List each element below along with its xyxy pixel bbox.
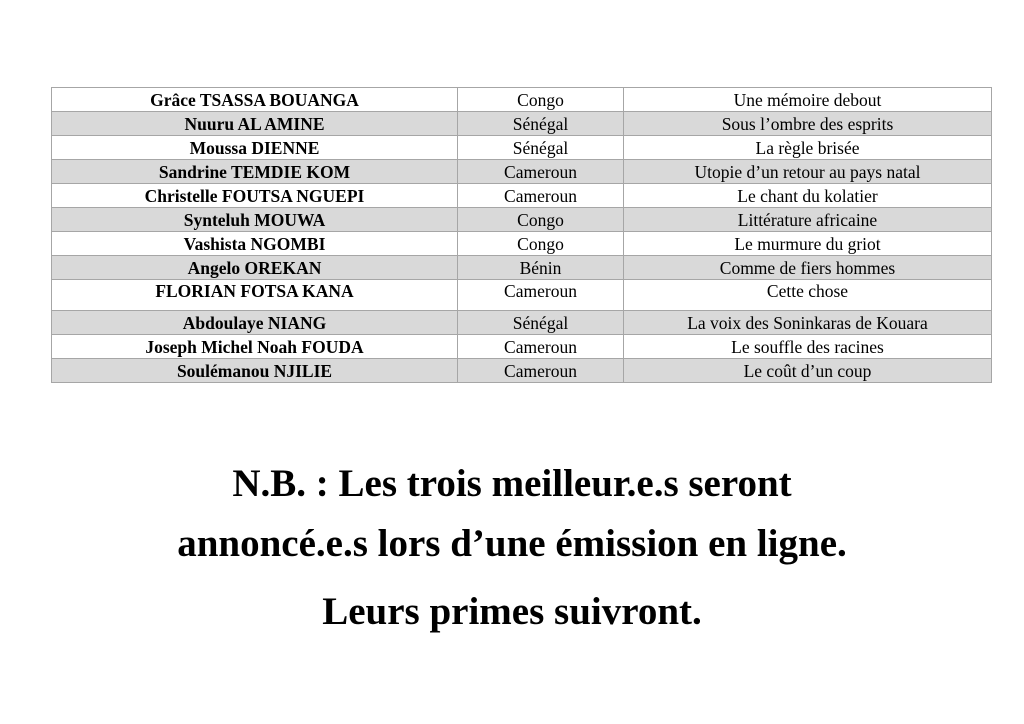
country-cell: Bénin <box>458 256 624 280</box>
author-name-cell: Vashista NGOMBI <box>52 232 458 256</box>
country-cell: Sénégal <box>458 136 624 160</box>
work-title-cell: Une mémoire debout <box>624 88 992 112</box>
table-row <box>52 208 992 232</box>
work-title-cell: Sous l’ombre des esprits <box>624 112 992 136</box>
country-cell: Congo <box>458 208 624 232</box>
country-cell: Congo <box>458 232 624 256</box>
work-title-cell: La règle brisée <box>624 136 992 160</box>
country-cell: Congo <box>458 88 624 112</box>
table-row <box>52 112 992 136</box>
work-title-cell: Le souffle des racines <box>624 335 992 359</box>
country-cell: Cameroun <box>458 160 624 184</box>
table-row <box>52 160 992 184</box>
results-table-body <box>52 88 992 383</box>
table-row <box>52 136 992 160</box>
author-name-cell: Nuuru AL AMINE <box>52 112 458 136</box>
author-name-cell: Abdoulaye NIANG <box>52 311 458 335</box>
table-row <box>52 184 992 208</box>
author-name-cell: Synteluh MOUWA <box>52 208 458 232</box>
work-title-cell: Le murmure du griot <box>624 232 992 256</box>
table-row <box>52 359 992 383</box>
author-name-cell: Grâce TSASSA BOUANGA <box>52 88 458 112</box>
work-title-cell: La voix des Soninkaras de Kouara <box>624 311 992 335</box>
country-cell: Cameroun <box>458 280 624 311</box>
author-name-cell: Joseph Michel Noah FOUDA <box>52 335 458 359</box>
work-title-cell: Le chant du kolatier <box>624 184 992 208</box>
table-row <box>52 88 992 112</box>
author-name-cell: Soulémanou NJILIE <box>52 359 458 383</box>
work-title-cell: Utopie d’un retour au pays natal <box>624 160 992 184</box>
work-title-cell: Le coût d’un coup <box>624 359 992 383</box>
work-title-cell: Littérature africaine <box>624 208 992 232</box>
author-name-cell: Sandrine TEMDIE KOM <box>52 160 458 184</box>
author-name-cell: Angelo OREKAN <box>52 256 458 280</box>
country-cell: Cameroun <box>458 359 624 383</box>
table-row <box>52 232 992 256</box>
table-row <box>52 256 992 280</box>
country-cell: Sénégal <box>458 112 624 136</box>
table-row <box>52 335 992 359</box>
work-title-cell: Comme de fiers hommes <box>624 256 992 280</box>
note-line: Leurs primes suivront. <box>322 590 702 633</box>
results-table <box>51 87 992 383</box>
table-row <box>52 280 992 311</box>
country-cell: Cameroun <box>458 184 624 208</box>
country-cell: Cameroun <box>458 335 624 359</box>
note-line: N.B. : Les trois meilleur.e.s seront <box>232 462 792 505</box>
author-name-cell: Moussa DIENNE <box>52 136 458 160</box>
author-name-cell: FLORIAN FOTSA KANA <box>52 280 458 311</box>
table-row <box>52 311 992 335</box>
author-name-cell: Christelle FOUTSA NGUEPI <box>52 184 458 208</box>
note-line: annoncé.e.s lors d’une émission en ligne. <box>177 522 847 565</box>
work-title-cell: Cette chose <box>624 280 992 311</box>
country-cell: Sénégal <box>458 311 624 335</box>
